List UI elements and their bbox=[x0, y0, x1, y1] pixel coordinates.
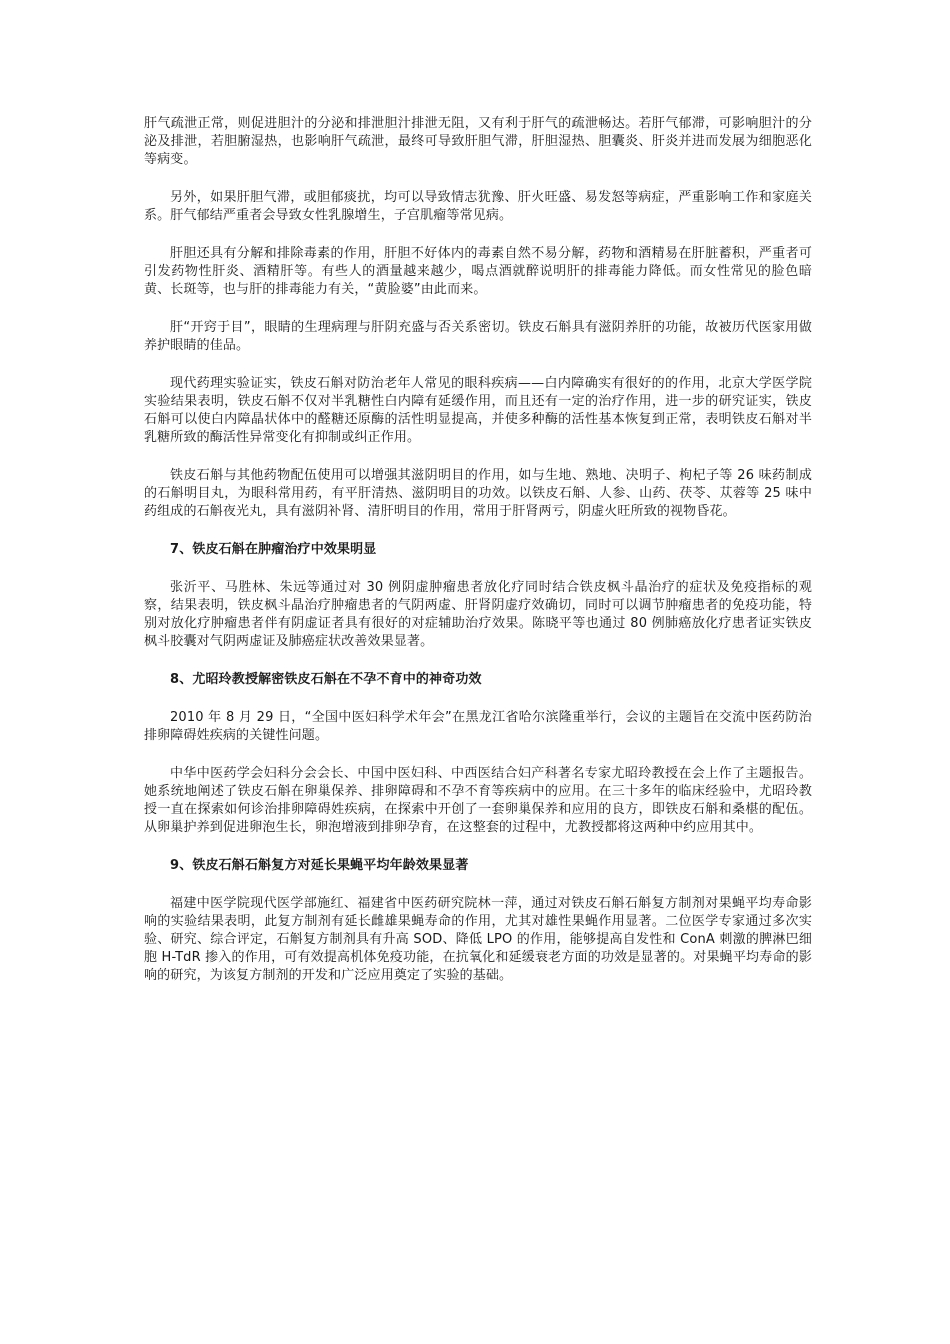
paragraph-tumor-treatment: 张沂平、马胜林、朱远等通过对 30 例阴虚肿瘤患者放化疗同时结合铁皮枫斗晶治疗的症状及免疫指标的观察，结果表明，铁皮枫斗晶治疗肿瘤患者的气阴两虚、肝肾阴虚疗效确切，同时可以调节肿瘤患者的免疫功能，特别对放化疗肿瘤患者伴有阴虚证者具有很好的对症辅助治疗效果。陈晓平等也通过 80 例肺癌放化疗患者证实铁皮枫斗胶囊对气阴两虚证及肺癌症状改善效果显著。 bbox=[144, 580, 812, 649]
paragraph-conference: 2010 年 8 月 29 日，“全国中医妇科学术年会”在黑龙江省哈尔滨隆重举行，会议的主题旨在交流中医药防治排卵障碍姓疾病的关键性问题。 bbox=[144, 710, 812, 743]
paragraph-fruit-fly-study: 福建中医学院现代医学部施红、福建省中医药研究院林一萍，通过对铁皮石斛石斛复方制剂对果蝇平均寿命影响的实验结果表明，此复方制剂有延长雌雄果蝇寿命的作用，尤其对雄性果蝇作用显著。二位医学专家通过多次实验、研究、综合评定，石斛复方制剂具有升高 SOD、降低 LPO 的作用，能够提高自发性和 ConA 刺激的脾淋巴细胞 H-TdR 掺入的作用，可有效提高机体免疫功能，在抗氧化和延缓衰老方面的功效是显著的。对果蝇平均寿命的影响的研究，为该复方制剂的开发和广泛应用奠定了实验的基础。 bbox=[144, 896, 812, 983]
paragraph-liver-bile-secretion: 肝气疏泄正常，则促进胆汁的分泌和排泄胆汁排泄无阻，又有利于肝气的疏泄畅达。若肝气郁滞，可影响胆汁的分泌及排泄，若胆腑湿热，也影响肝气疏泄，最终可导致肝胆气滞，肝胆湿热、胆囊炎、肝炎并进而发展为细胞恶化等病变。 bbox=[144, 116, 812, 167]
document-page bbox=[144, 115, 812, 1005]
section-heading-9: 9、铁皮石斛石斛复方对延长果蝇平均年龄效果显著 bbox=[170, 858, 469, 873]
paragraph-cataract-research: 现代药理实验证实，铁皮石斛对防治老年人常见的眼科疾病——白内障确实有很好的的作用，北京大学医学院实验结果表明，铁皮石斛不仅对半乳糖性白内障有延缓作用，而且还有一定的治疗作用，进一步的研究证实，铁皮石斛可以使白内障晶状体中的醛糖还原酶的活性明显提高，并使多种酶的活性基本恢复到正常，表明铁皮石斛对半乳糖所致的酶活性异常变化有抑制或纠正作用。 bbox=[144, 376, 812, 445]
section-heading-7: 7、铁皮石斛在肿瘤治疗中效果明显 bbox=[170, 542, 377, 557]
paragraph-liver-eyes: 肝“开窍于目”，眼睛的生理病理与肝阴充盛与否关系密切。铁皮石斛具有滋阴养肝的功能，故被历代医家用做养护眼睛的佳品。 bbox=[144, 320, 812, 353]
paragraph-detox-function: 肝胆还具有分解和排除毒素的作用，肝胆不好体内的毒素自然不易分解，药物和酒精易在肝脏蓄积，严重者可引发药物性肝炎、酒精肝等。有些人的酒量越来越少，喝点酒就醉说明肝的排毒能力降低。而女性常见的脸色暗黄、长斑等，也与肝的排毒能力有关，“黄脸婆”由此而来。 bbox=[144, 246, 812, 297]
paragraph-emotional-effects: 另外，如果肝胆气滞，或胆郁痰扰，均可以导致情志犹豫、肝火旺盛、易发怒等病症，严重影响工作和家庭关系。肝气郁结严重者会导致女性乳腺增生，子宫肌瘤等常见病。 bbox=[144, 190, 812, 223]
section-heading-8: 8、尤昭玲教授解密铁皮石斛在不孕不育中的神奇功效 bbox=[170, 672, 482, 687]
paragraph-compound-formulas: 铁皮石斛与其他药物配伍使用可以增强其滋阴明目的作用，如与生地、熟地、决明子、枸杞子等 26 味药制成的石斛明目丸，为眼科常用药，有平肝清热、滋阴明目的功效。以铁皮石斛、人参、山药、茯苓、苁蓉等 25 味中药组成的石斛夜光丸，具有滋阴补肾、清肝明目的作用，常用于肝肾两亏，阴虚火旺所致的视物昏花。 bbox=[144, 468, 812, 519]
paragraph-professor-report: 中华中医药学会妇科分会会长、中国中医妇科、中西医结合妇产科著名专家尤昭玲教授在会上作了主题报告。她系统地阐述了铁皮石斛在卵巢保养、排卵障碍和不孕不育等疾病中的应用。在三十多年的临床经验中，尤昭玲教授一直在探索如何诊治排卵障碍姓疾病，在探索中开创了一套卵巢保养和应用的良方，即铁皮石斛和桑椹的配伍。从卵巢护养到促进卵泡生长，卵泡增液到排卵孕育，在这整套的过程中，尤教授都将这两种中约应用其中。 bbox=[144, 766, 812, 835]
